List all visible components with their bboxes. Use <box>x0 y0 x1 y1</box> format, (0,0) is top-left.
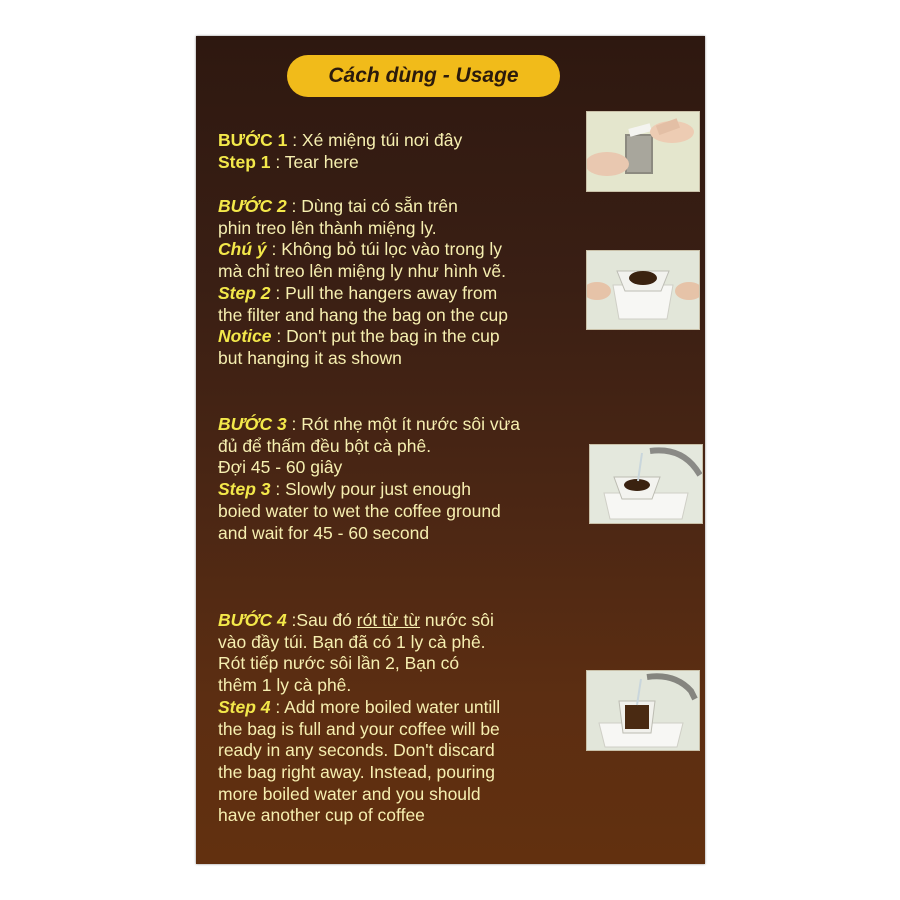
step-3-photo-pour-water <box>589 444 703 524</box>
step-1-photo-tear-bag <box>586 111 700 192</box>
step-2-vi-line-2: phin treo lên thành miệng ly. <box>218 217 437 238</box>
step-4-en-line-5: more boiled water and you should <box>218 783 481 804</box>
step-2-en-line-2: the filter and hang the bag on the cup <box>218 304 508 325</box>
step-2-photo-hang-filter <box>586 250 700 330</box>
step-4-vi-line-2: vào đầy túi. Bạn đã có 1 ly cà phê. <box>218 631 486 652</box>
step-3-en-line-3: and wait for 45 - 60 second <box>218 522 430 543</box>
step-4-vi-post: nước sôi <box>420 610 494 630</box>
step-1-en-label: Step 1 <box>218 151 271 172</box>
step-4-vi-pre: :Sau đó <box>286 610 357 630</box>
step-1 <box>218 130 588 173</box>
step-2-vi-line-1: : Dùng tai có sẵn trên <box>286 196 458 216</box>
step-2-note-vi-line-2: mà chỉ treo lên miệng ly như hình vẽ. <box>218 261 506 282</box>
step-2-note-en-label: Notice <box>218 326 272 347</box>
step-2-note-en-line-2: but hanging it as shown <box>218 347 402 368</box>
step-4-vi-line-3: Rót tiếp nước sôi lần 2, Bạn có <box>218 653 460 674</box>
step-4-vi-line-4: thêm 1 ly cà phê. <box>218 675 352 696</box>
step-1-vi-text: : Xé miệng túi nơi đây <box>287 130 463 150</box>
step-2-note-en-line-1: : Don't put the bag in the cup <box>271 326 500 347</box>
step-4-photo-fill-bag <box>586 670 700 751</box>
step-3-vi-label: BƯỚC 3 <box>218 414 287 434</box>
step-4-en-line-4: the bag right away. Instead, pouring <box>218 761 495 782</box>
step-3-vi-line-3: Đợi 45 - 60 giây <box>218 457 343 478</box>
step-3-en-line-2: boied water to wet the coffee ground <box>218 500 501 521</box>
step-4-en-line-1: : Add more boiled water untill <box>270 696 501 717</box>
step-2 <box>218 196 588 370</box>
step-4-vi-underline: rót từ từ <box>356 610 421 630</box>
step-4-en-line-3: ready in any seconds. Don't discard <box>218 740 495 761</box>
step-1-en-text: : Tear here <box>270 151 359 172</box>
step-1-vi-label: BƯỚC 1 <box>218 130 288 150</box>
step-3 <box>218 414 588 544</box>
step-4-vi-label: BƯỚC 4 <box>218 610 287 630</box>
step-3-vi-line-1: : Rót nhẹ một ít nước sôi vừa <box>286 414 521 434</box>
step-2-vi-label: BƯỚC 2 <box>218 196 287 216</box>
step-3-en-line-1: : Slowly pour just enough <box>270 479 471 500</box>
step-2-note-vi-line-1: : Không bỏ túi lọc vào trong ly <box>266 239 503 260</box>
step-2-en-label: Step 2 <box>218 282 271 303</box>
step-3-en-label: Step 3 <box>218 479 271 500</box>
step-2-en-line-1: : Pull the hangers away from <box>270 282 498 303</box>
step-4-en-line-6: have another cup of coffee <box>218 805 425 826</box>
step-4-en-line-2: the bag is full and your coffee will be <box>218 718 500 739</box>
step-4-en-label: Step 4 <box>218 696 271 717</box>
step-3-vi-line-2: đủ để thấm đều bột cà phê. <box>218 435 432 456</box>
step-2-note-vi-label: Chú ý <box>218 239 267 260</box>
usage-title: Cách dùng - Usage <box>287 55 560 97</box>
step-4 <box>218 610 588 827</box>
